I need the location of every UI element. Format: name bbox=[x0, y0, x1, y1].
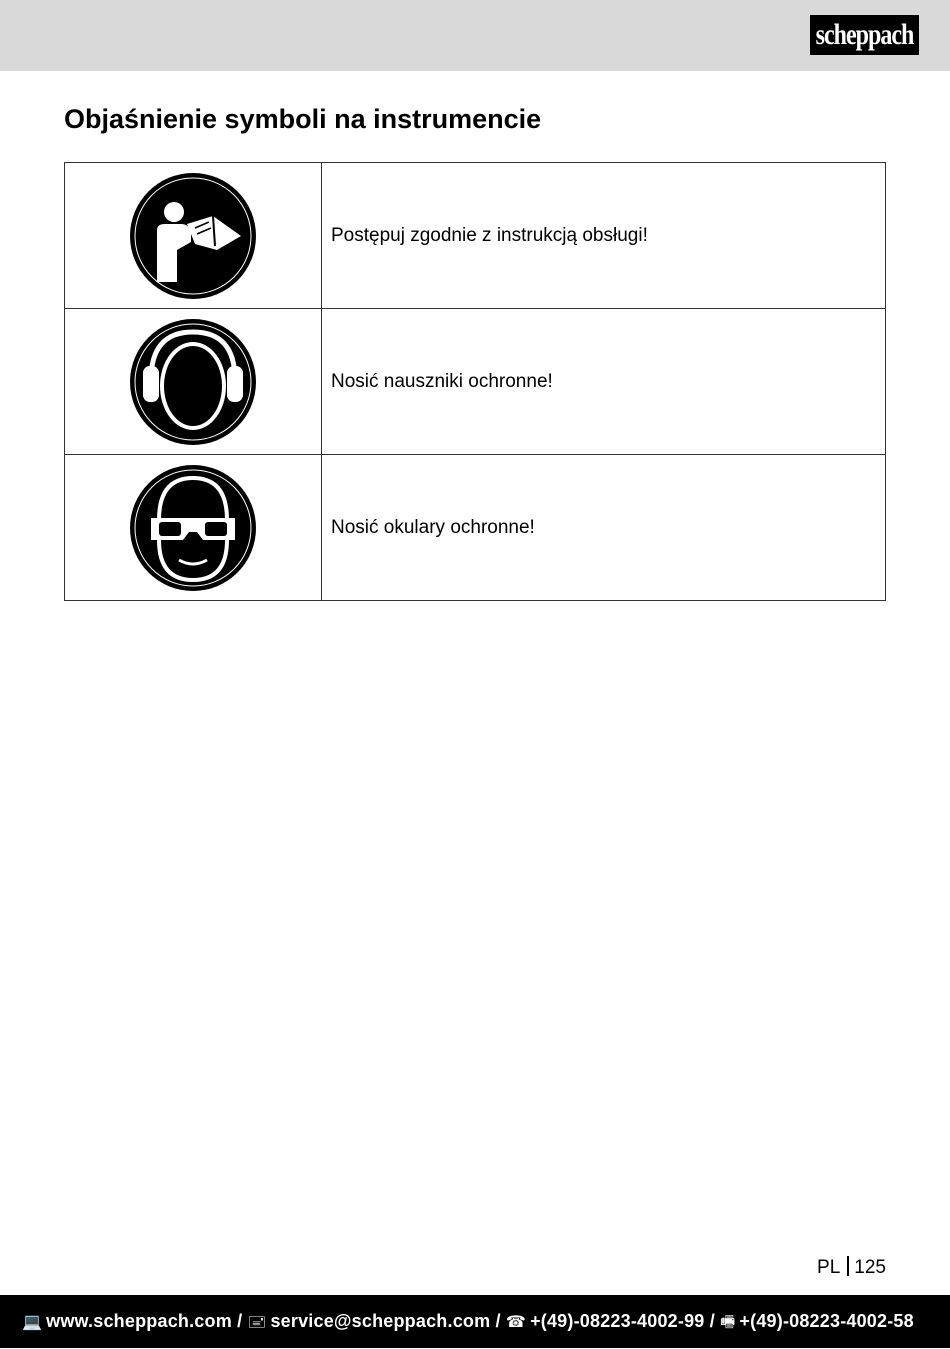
table-row bbox=[65, 455, 886, 601]
fax-icon: 🖷 bbox=[720, 1314, 736, 1331]
fax-number: +(49)-08223-4002-58 bbox=[739, 1311, 914, 1331]
separator: / bbox=[237, 1311, 243, 1331]
symbol-description: Postępuj zgodnie z instrukcją obsługi! bbox=[322, 163, 886, 309]
scheppach-logo: scheppach bbox=[810, 15, 919, 55]
email-icon: 🖃 bbox=[247, 1314, 267, 1331]
phone-icon: ☎ bbox=[505, 1314, 527, 1331]
symbol-cell bbox=[65, 455, 322, 601]
ear-protection-icon bbox=[129, 318, 257, 446]
symbol-cell bbox=[65, 163, 322, 309]
language-code: PL bbox=[817, 1257, 841, 1278]
computer-icon: 💻 bbox=[22, 1314, 43, 1331]
email-link[interactable]: service@scheppach.com bbox=[270, 1311, 491, 1331]
eye-protection-icon bbox=[129, 464, 257, 592]
table-row bbox=[65, 163, 886, 309]
page-number bbox=[817, 1256, 886, 1280]
symbol-description: Nosić nauszniki ochronne! bbox=[322, 309, 886, 455]
page-number-value: 125 bbox=[854, 1257, 886, 1278]
separator: / bbox=[709, 1311, 715, 1331]
website-link[interactable]: www.scheppach.com bbox=[46, 1311, 232, 1331]
symbols-table bbox=[64, 162, 886, 601]
separator: / bbox=[495, 1311, 501, 1331]
contact-bar bbox=[0, 1295, 950, 1348]
header-band bbox=[0, 0, 950, 71]
page-title: Objaśnienie symboli na instrumencie bbox=[64, 104, 542, 134]
phone-number: +(49)-08223-4002-99 bbox=[530, 1311, 705, 1331]
table-row bbox=[65, 309, 886, 455]
divider bbox=[847, 1256, 849, 1276]
symbol-description: Nosić okulary ochronne! bbox=[322, 455, 886, 601]
symbol-cell bbox=[65, 309, 322, 455]
read-manual-icon bbox=[129, 172, 257, 300]
